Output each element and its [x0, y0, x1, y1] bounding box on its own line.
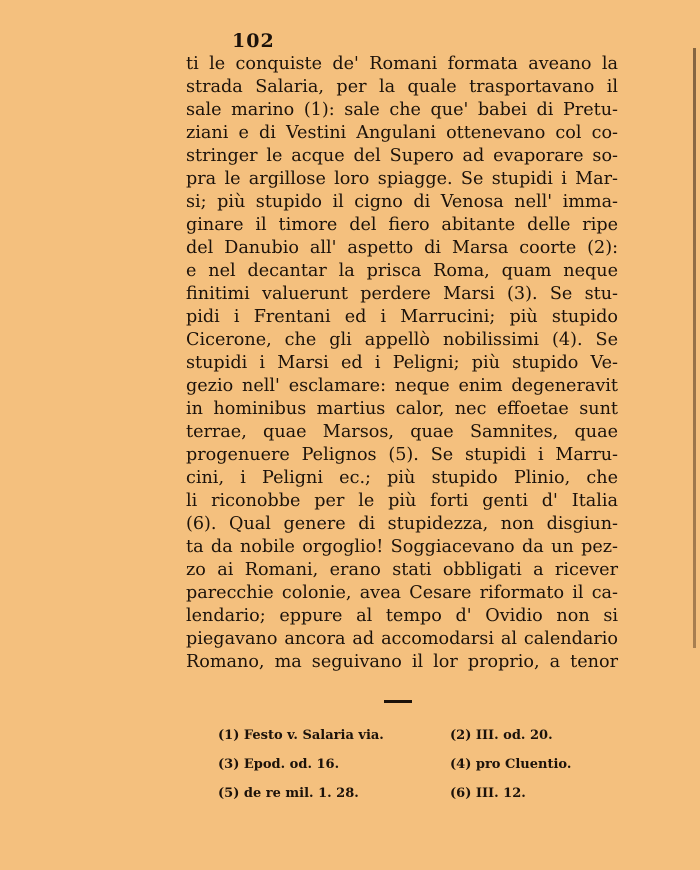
footnote-5: (5) de re mil. 1. 28.: [218, 786, 359, 801]
text-line: ta da nobile orgoglio! Soggiacevano da un pez-: [186, 537, 618, 557]
footnote-4: (4) pro Cluentio.: [450, 757, 572, 772]
text-line: pidi i Frentani ed i Marrucini; più stupido: [186, 307, 618, 327]
text-line: ginare il timore del fiero abitante delle ripe: [186, 215, 618, 235]
text-line: gezio nell' esclamare: neque enim degeneravit: [186, 376, 618, 396]
text-line: terrae, quae Marsos, quae Samnites, quae: [186, 422, 618, 442]
text-line: del Danubio all' aspetto di Marsa coorte (2):: [186, 238, 618, 258]
text-line: sale marino (1): sale che que' babei di Pretu-: [186, 100, 618, 120]
text-line: ziani e di Vestini Angulani ottenevano col co-: [186, 123, 618, 143]
body-text: [186, 53, 618, 674]
text-line: strada Salaria, per la quale trasportavano il: [186, 77, 618, 97]
text-line: ti le conquiste de' Romani formata aveano la: [186, 54, 618, 74]
text-line: piegavano ancora ad accomodarsi al calendario: [186, 629, 618, 649]
footnote-2: (2) III. od. 20.: [450, 728, 553, 743]
text-line: e nel decantar la prisca Roma, quam neque: [186, 261, 618, 281]
page-edge-shadow: [693, 48, 696, 648]
text-line: Romano, ma seguivano il lor proprio, a tenor: [186, 652, 618, 672]
text-line: si; più stupido il cigno di Venosa nell' imma-: [186, 192, 618, 212]
text-line: stupidi i Marsi ed i Peligni; più stupido Ve-: [186, 353, 618, 373]
text-line: li riconobbe per le più forti genti d' Italia: [186, 491, 618, 511]
text-line: (6). Qual genere di stupidezza, non disgiun-: [186, 514, 618, 534]
text-line: Cicerone, che gli appellò nobilissimi (4). Se: [186, 330, 618, 350]
text-line: in hominibus martius calor, nec effoetae sunt: [186, 399, 618, 419]
text-line: progenuere Pelignos (5). Se stupidi i Marru-: [186, 445, 618, 465]
text-line: cini, i Peligni ec.; più stupido Plinio, che: [186, 468, 618, 488]
footnote-separator: [384, 700, 412, 703]
footnote-6: (6) III. 12.: [450, 786, 526, 801]
text-line: zo ai Romani, erano stati obbligati a ricever: [186, 560, 618, 580]
footnote-1: (1) Festo v. Salaria via.: [218, 728, 384, 743]
page-number: 102: [232, 30, 275, 52]
text-line: finitimi valuerunt perdere Marsi (3). Se stu-: [186, 284, 618, 304]
text-line: stringer le acque del Supero ad evaporare so-: [186, 146, 618, 166]
footnote-3: (3) Epod. od. 16.: [218, 757, 340, 772]
text-line: parecchie colonie, avea Cesare riformato il ca-: [186, 583, 618, 603]
text-line: pra le argillose loro spiagge. Se stupidi i Mar-: [186, 169, 618, 189]
text-line: lendario; eppure al tempo d' Ovidio non si: [186, 606, 618, 626]
